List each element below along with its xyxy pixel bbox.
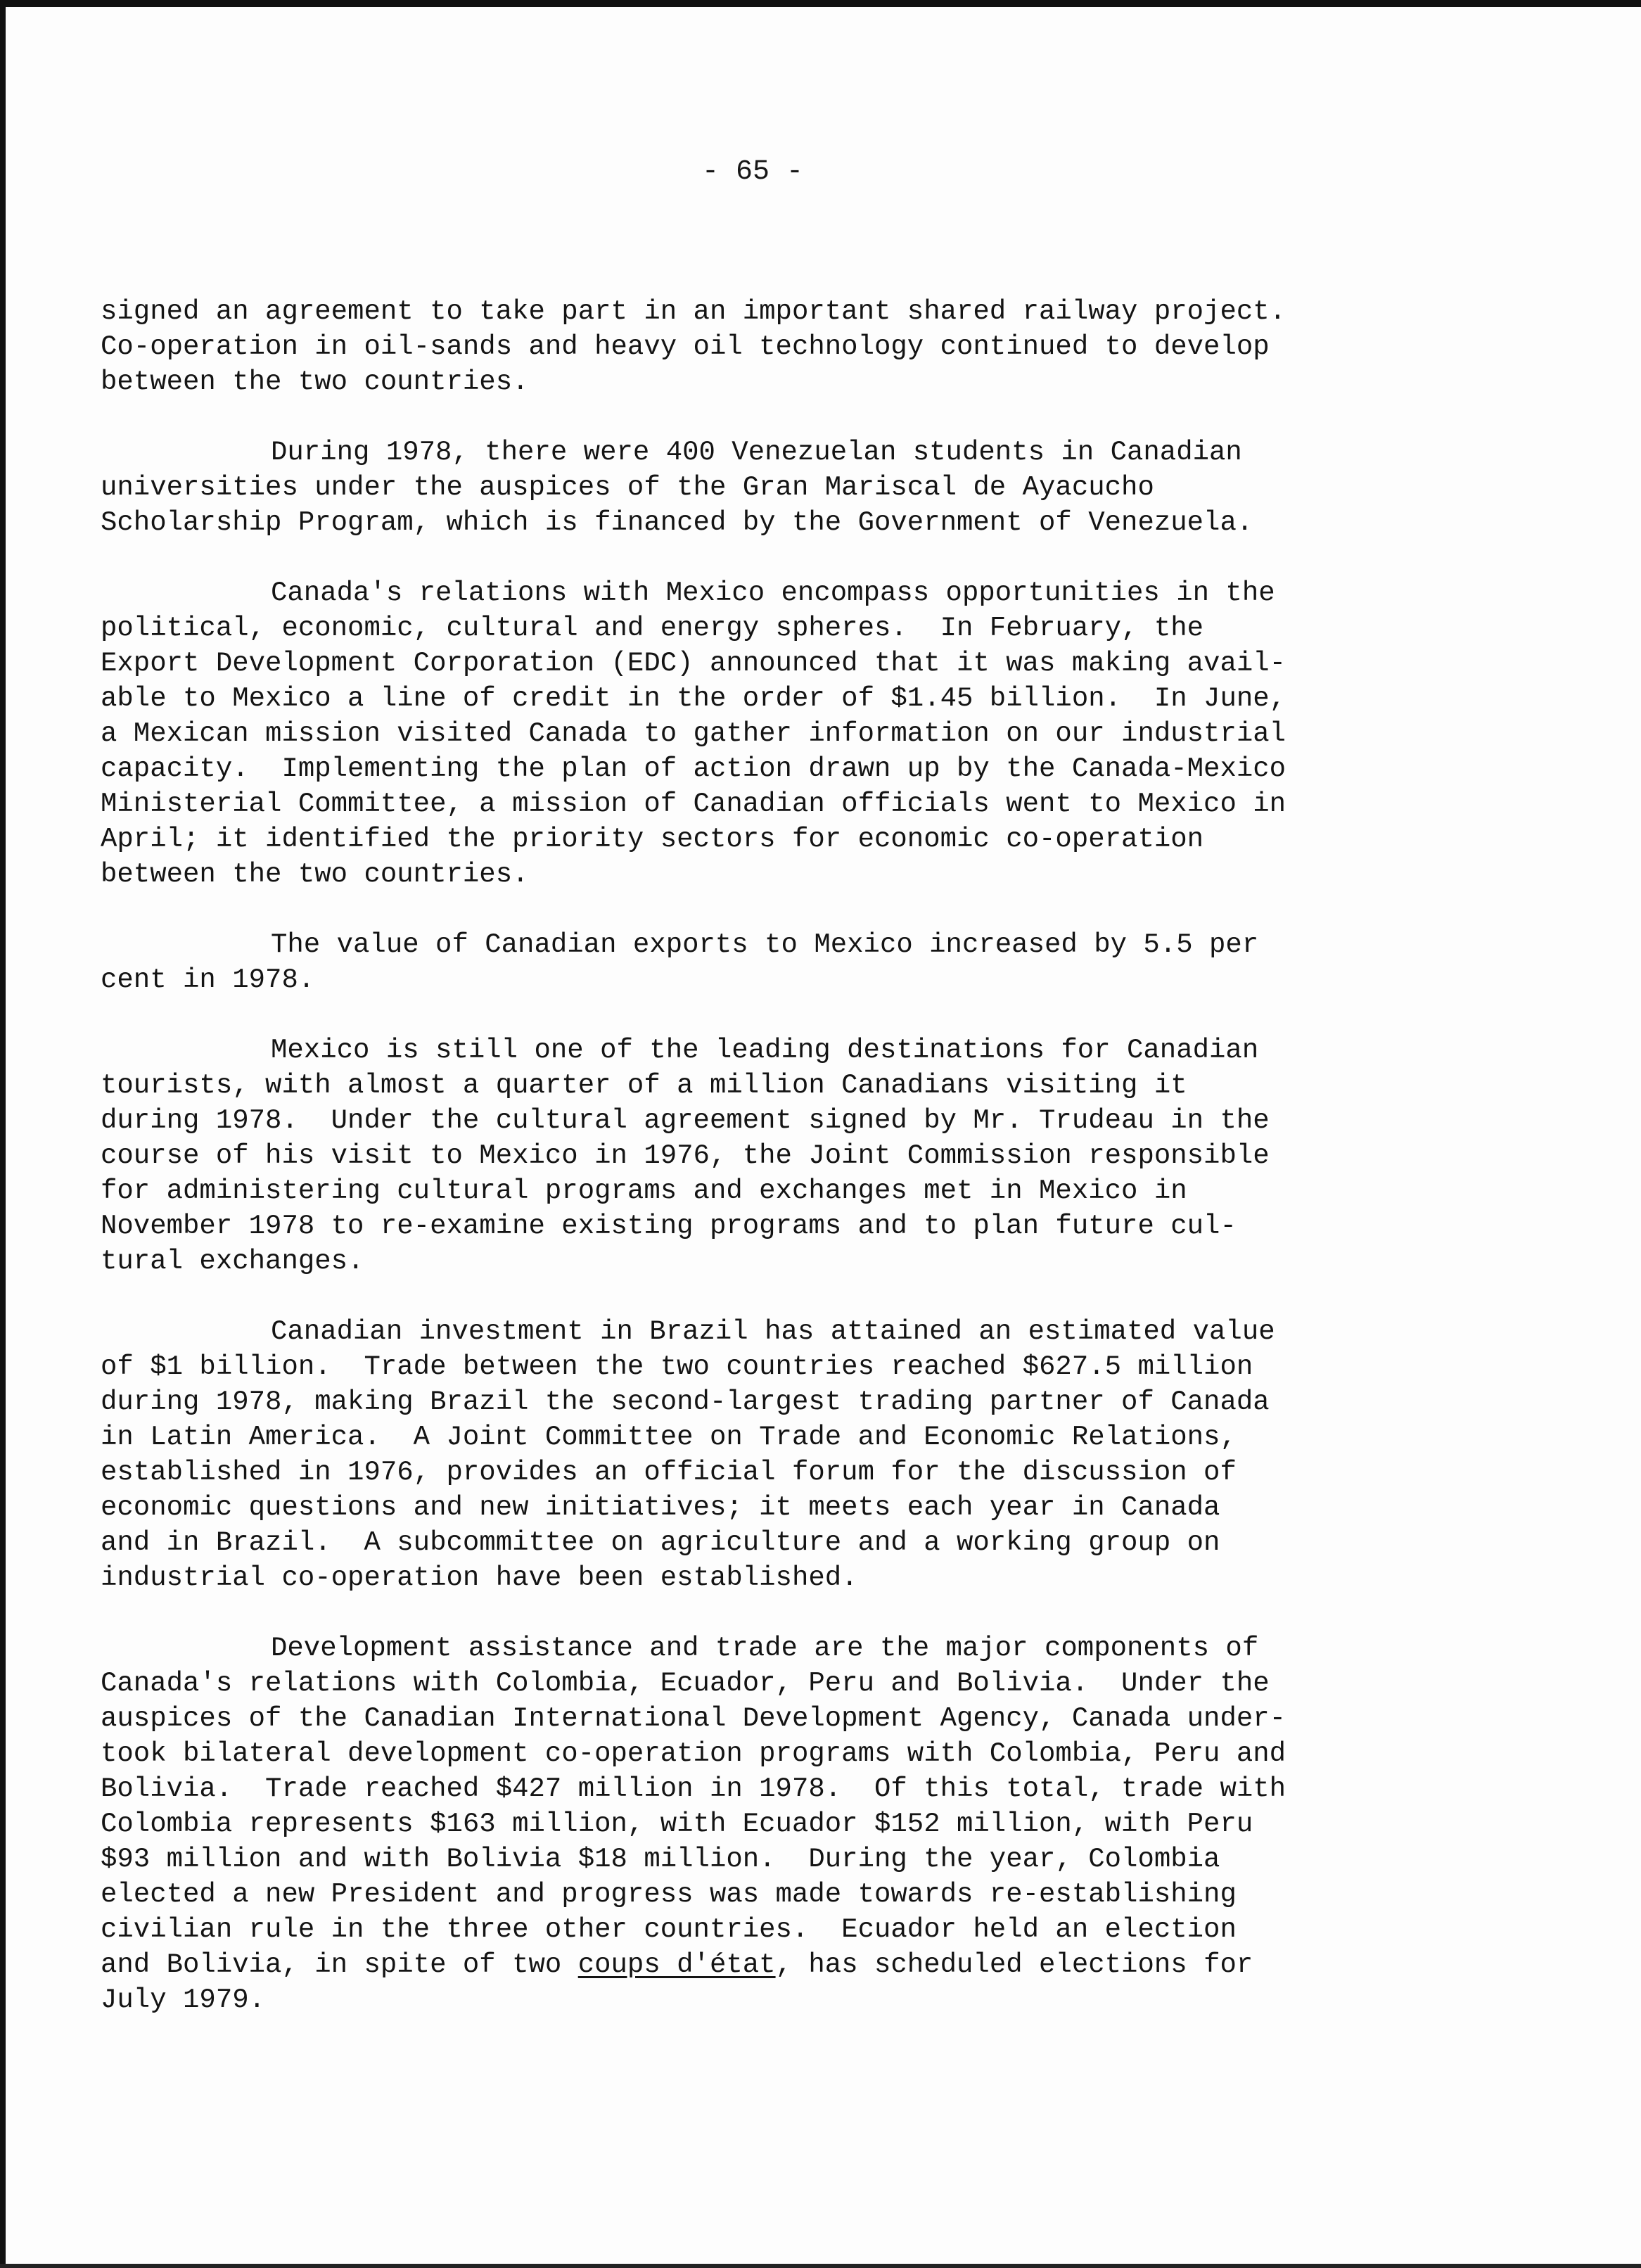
scan-edge-bottom: [0, 2264, 1641, 2268]
text-line: cent in 1978.: [101, 964, 315, 995]
text-line: civilian rule in the three other countries. Ecuador held an election: [101, 1914, 1237, 1945]
text-line: auspices of the Canadian International Development Agency, Canada under-: [101, 1703, 1286, 1734]
text-line: Canada's relations with Colombia, Ecuador, Peru and Bolivia. Under the: [101, 1668, 1270, 1699]
paragraph-andean-countries: [101, 1631, 1395, 2018]
text-fragment: and Bolivia, in spite of two: [101, 1949, 578, 1980]
text-line: universities under the auspices of the Gran Mariscal de Ayacucho: [101, 472, 1154, 503]
text-line: political, economic, cultural and energy spheres. In February, the: [101, 613, 1204, 644]
paragraph-mexico-relations: [101, 575, 1395, 892]
paragraph-mexico-exports: [101, 927, 1395, 998]
text-line: of $1 billion. Trade between the two countries reached $627.5 million: [101, 1351, 1253, 1382]
text-line: signed an agreement to take part in an important shared railway project.: [101, 296, 1286, 327]
text-line: $93 million and with Bolivia $18 million. During the year, Colombia: [101, 1844, 1220, 1875]
text-line: July 1979.: [101, 1984, 266, 2015]
text-line: and in Brazil. A subcommittee on agriculture and a working group on: [101, 1527, 1220, 1558]
text-fragment: , has scheduled elections for: [775, 1949, 1253, 1980]
text-line: during 1978, making Brazil the second-largest trading partner of Canada: [101, 1387, 1270, 1418]
text-line: Colombia represents $163 million, with Ecuador $152 million, with Peru: [101, 1809, 1253, 1840]
text-line: Development assistance and trade are the major components of: [271, 1633, 1259, 1664]
text-line: The value of Canadian exports to Mexico increased by 5.5 per: [271, 929, 1259, 960]
text-line: Export Development Corporation (EDC) announced that it was making avail-: [101, 648, 1286, 679]
text-line: able to Mexico a line of credit in the order of $1.45 billion. In June,: [101, 683, 1286, 714]
text-line: tourists, with almost a quarter of a million Canadians visiting it: [101, 1070, 1187, 1101]
text-line: Co-operation in oil-sands and heavy oil technology continued to develop: [101, 331, 1270, 362]
text-line: industrial co-operation have been established.: [101, 1562, 858, 1593]
text-line: during 1978. Under the cultural agreement signed by Mr. Trudeau in the: [101, 1105, 1270, 1136]
text-line: between the two countries.: [101, 367, 529, 397]
text-line: Canadian investment in Brazil has attained an estimated value: [271, 1316, 1275, 1347]
scan-edge-top: [0, 0, 1641, 7]
text-line-with-emphasis: [101, 1947, 1395, 1982]
text-line: between the two countries.: [101, 859, 529, 890]
text-line: a Mexican mission visited Canada to gather information on our industrial: [101, 718, 1286, 749]
paragraph-venezuelan-students: [101, 435, 1395, 540]
text-line: Scholarship Program, which is financed by the Government of Venezuela.: [101, 507, 1253, 538]
text-line: During 1978, there were 400 Venezuelan students in Canadian: [271, 437, 1242, 468]
scan-edge-left: [0, 0, 6, 2268]
text-line: April; it identified the priority sectors for economic co-operation: [101, 824, 1204, 855]
page-number: - 65 -: [701, 156, 804, 188]
underlined-phrase: coups d'état: [577, 1949, 776, 1980]
text-line: Ministerial Committee, a mission of Canadian officials went to Mexico in: [101, 789, 1286, 820]
text-line: Mexico is still one of the leading destinations for Canadian: [271, 1035, 1259, 1066]
text-line: Bolivia. Trade reached $427 million in 1978. Of this total, trade with: [101, 1773, 1286, 1804]
text-line: took bilateral development co-operation programs with Colombia, Peru and: [101, 1738, 1286, 1769]
paragraph-brazil: [101, 1314, 1395, 1595]
text-line: course of his visit to Mexico in 1976, the Joint Commission responsible: [101, 1140, 1270, 1171]
paragraph-mexico-tourism: [101, 1033, 1395, 1279]
text-line: elected a new President and progress was made towards re-establishing: [101, 1879, 1237, 1910]
text-line: economic questions and new initiatives; it meets each year in Canada: [101, 1492, 1220, 1523]
text-line: established in 1976, provides an official forum for the discussion of: [101, 1457, 1237, 1488]
text-line: November 1978 to re-examine existing programs and to plan future cul-: [101, 1211, 1237, 1242]
text-line: for administering cultural programs and exchanges met in Mexico in: [101, 1176, 1187, 1206]
text-line: Canada's relations with Mexico encompass opportunities in the: [271, 578, 1275, 609]
paragraph-railway: [101, 294, 1395, 400]
text-line: in Latin America. A Joint Committee on Trade and Economic Relations,: [101, 1422, 1237, 1453]
body-text: [101, 294, 1395, 2053]
text-line: capacity. Implementing the plan of action drawn up by the Canada-Mexico: [101, 753, 1286, 784]
text-line: tural exchanges.: [101, 1246, 364, 1277]
